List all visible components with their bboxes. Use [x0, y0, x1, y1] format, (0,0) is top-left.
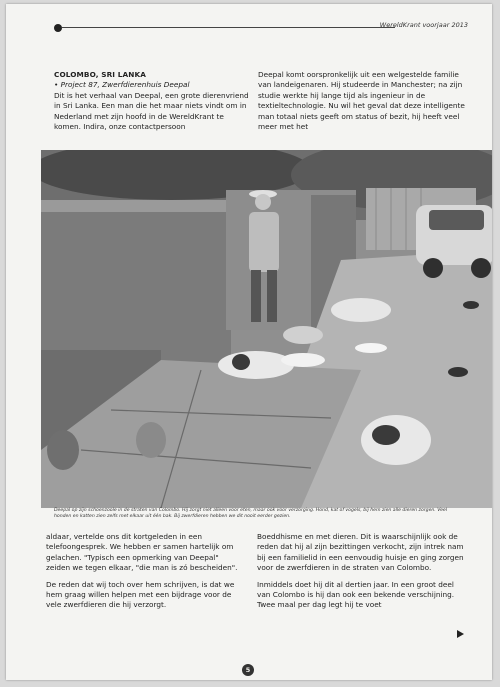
magazine-page	[6, 4, 492, 680]
article-column-2	[258, 70, 468, 132]
photo-illustration	[41, 150, 492, 508]
article-column-3	[46, 532, 240, 611]
header-rule	[62, 27, 395, 28]
street-photo	[41, 150, 492, 508]
project-label: • Project 87, Zwerfdierenhuis Deepal	[54, 80, 190, 90]
header-bullet	[54, 24, 62, 32]
article-text-col1: Dit is het verhaal van Deepal, een grote dierenvriend in Sri Lanka. Een man die het maar niets vindt om in Nederland met zijn hoofd in de WereldKrant te komen. Indira, onze contactpersoon	[54, 90, 249, 132]
running-head: WereldKrant voorjaar 2013	[379, 21, 468, 29]
continue-arrow-icon	[457, 630, 464, 638]
article-text-col4-p1: Boeddhisme en met dieren. Dit is waarschijnlijk ook de reden dat hij al zijn bezittingen verkocht, zijn intrek nam bij een familielid in een eenvoudig huisje en ging zorgen voor de zwerfdieren in de straten van Colombo.	[257, 532, 464, 573]
page-number: 5	[242, 664, 254, 676]
article-column-4	[257, 532, 464, 611]
article-text-col3-p2: De reden dat wij toch over hem schrijven, is dat we hem graag willen helpen met een bijdrage voor de vele zwerfdieren die hij verzorgt.	[46, 579, 235, 610]
article-text-col2: Deepal komt oorspronkelijk uit een welgestelde familie van landeigenaren. Hij studeerde in Manchester; na zijn studie werkte hij lange tijd als ingenieur in de textieltechnologie. Nu wil het geval dat deze intelligente man totaal niets geeft om status of bezit, hij heeft veel meer met het	[258, 70, 465, 132]
photo-caption: Deepal op zijn schoenzoole in de straten van Colombo. Hij zorgt niet alleen voor eten, maar ook voor verzorging. Hond, kat of vogels, bij hem zien alle dieren zorgen. Veel honden en katten zien zelfs met elkaar uit één bak. Bij zwerfdieren hebben we dit nooit eerder gezien.	[54, 508, 448, 520]
article-text-col3-p1: aldaar, vertelde ons dit kortgeleden in een telefoongesprek. We hebben er samen hartelijk om gelachen. "Typisch een opmerking van Deepal" zeiden we tegen elkaar, "die man is zó bescheiden".	[46, 532, 238, 573]
article-text-col4-p2: Inmiddels doet hij dit al dertien jaar. In een groot deel van Colombo is hij dan ook een bekende verschijning. Twee maal per dag legt hij te voet	[257, 579, 455, 610]
article-heading: COLOMBO, SRI LANKA	[54, 70, 146, 79]
article-column-1	[54, 70, 249, 132]
